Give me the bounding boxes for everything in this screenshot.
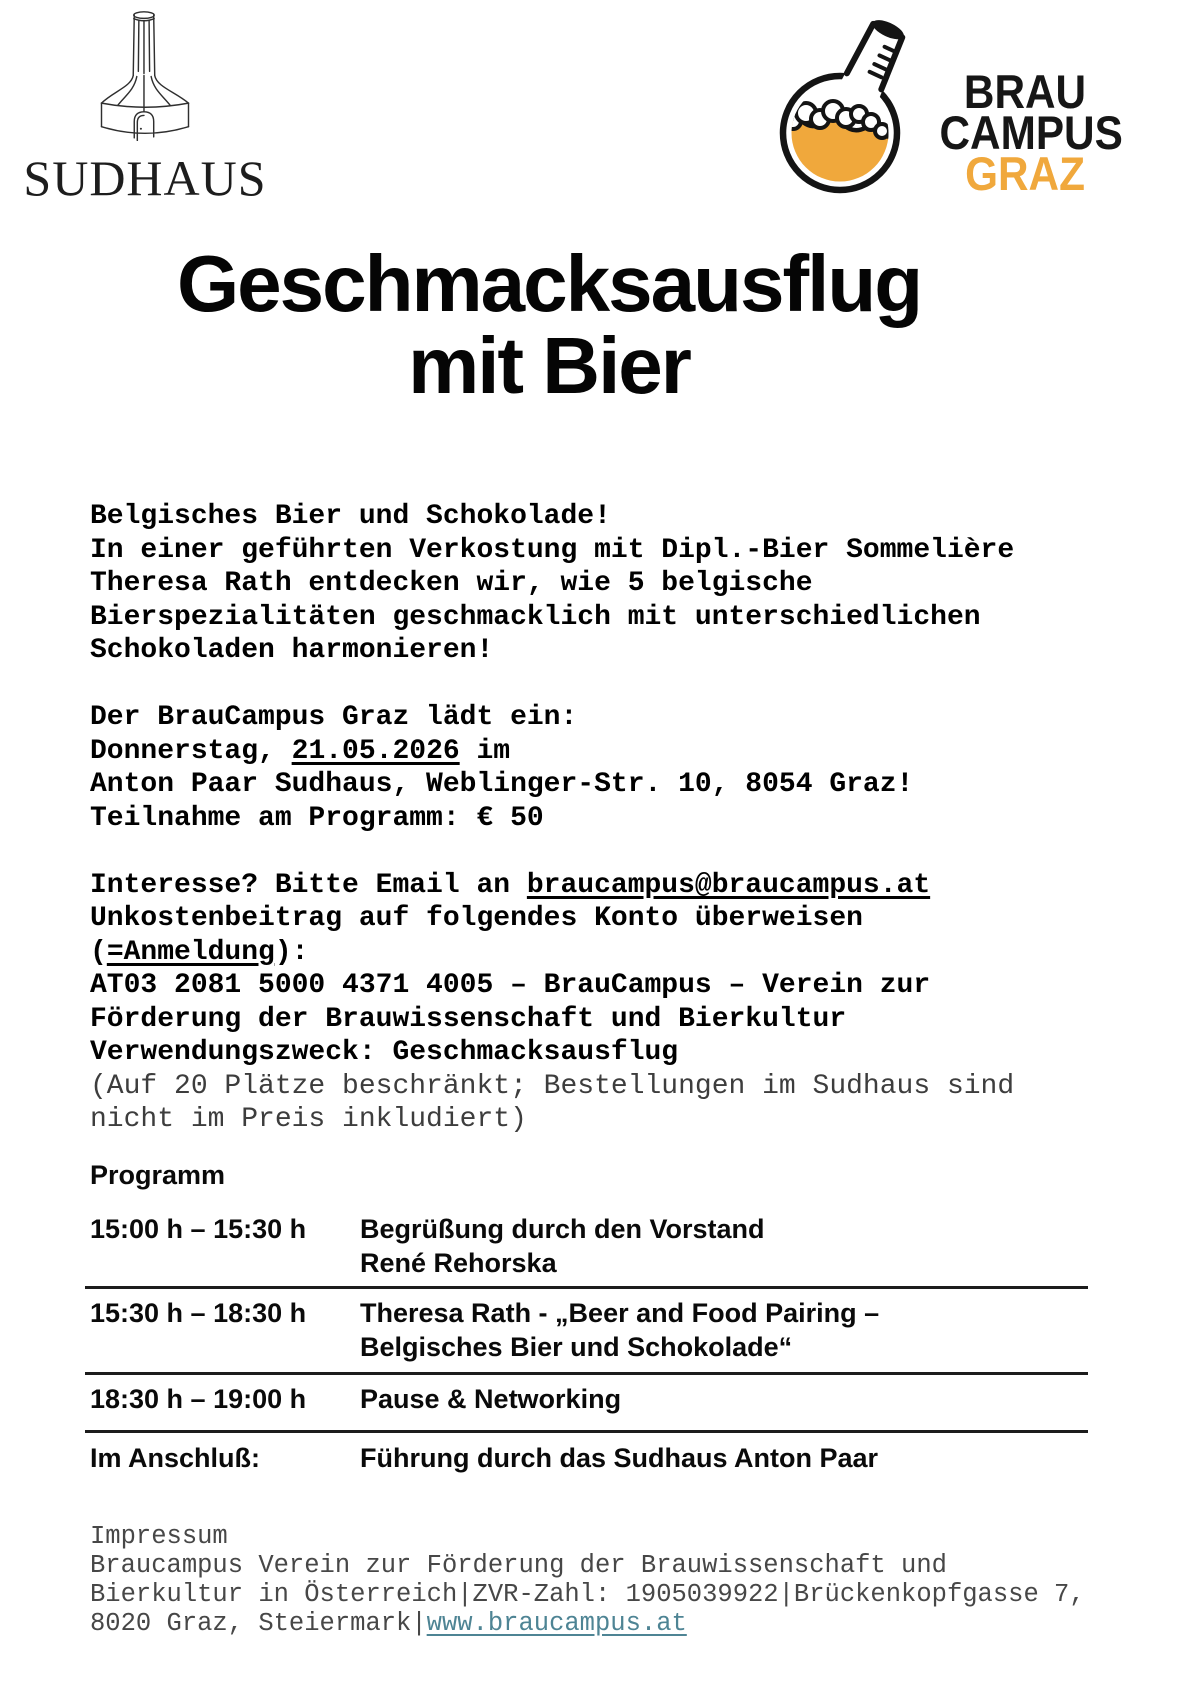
program-description: Begrüßung durch den Vorstand René Rehorska xyxy=(360,1214,765,1278)
page-title-line2: mit Bier xyxy=(408,321,690,410)
page-title-line1: Geschmacksausflug xyxy=(176,239,922,328)
page-title xyxy=(88,239,1010,410)
program-row xyxy=(85,1375,1088,1430)
registration-line: (=Anmeldung): xyxy=(90,936,309,968)
beer-flask-icon xyxy=(735,8,945,213)
braucampus-logo xyxy=(735,8,1135,218)
email-link[interactable]: braucampus@braucampus.at xyxy=(526,869,931,901)
registration-line: Unkostenbeitrag auf folgendes Konto überweisen xyxy=(90,903,863,934)
invite-line: Anton Paar Sudhaus, Weblinger-Str. 10, 8054 Graz! xyxy=(90,769,914,800)
braucampus-wordmark-line3: GRAZ xyxy=(965,147,1085,200)
intro-line: Bierspezialitäten geschmacklich mit unterschiedlichen xyxy=(90,601,981,633)
invite-line: Teilnahme am Programm: € 50 xyxy=(90,802,544,834)
program-row xyxy=(85,1289,1088,1372)
program-description: Führung durch das Sudhaus Anton Paar xyxy=(360,1443,879,1473)
impressum-line: Bierkultur in Österreich|ZVR-Zahl: 1905039922|Brückenkopfgasse 7, xyxy=(90,1580,1085,1609)
event-date: 21.05.2026 xyxy=(291,735,460,767)
program-table xyxy=(85,1212,1088,1475)
brew-kettle-icon xyxy=(100,10,190,141)
impressum-line: Braucampus Verein zur Förderung der Brauwissenschaft und xyxy=(90,1551,947,1580)
intro-line: Belgisches Bier und Schokolade! xyxy=(90,501,611,532)
sudhaus-logo xyxy=(20,10,270,207)
impressum-line: Impressum xyxy=(90,1522,228,1551)
impressum-line: 8020 Graz, Steiermark|www.braucampus.at xyxy=(90,1609,687,1638)
program-heading: Programm xyxy=(90,1160,226,1190)
availability-note: (Auf 20 Plätze beschränkt; Bestellungen im Sudhaus sind xyxy=(90,1070,1015,1102)
sudhaus-wordmark: SUDHAUS xyxy=(23,150,267,206)
registration-line: Interesse? Bitte Email an braucampus@braucampus.at xyxy=(90,869,931,901)
program-row xyxy=(85,1212,1088,1286)
braucampus-wordmark xyxy=(939,65,1123,200)
website-link[interactable]: www.braucampus.at xyxy=(426,1609,687,1638)
availability-note: nicht im Preis inkludiert) xyxy=(90,1104,527,1135)
intro-line: Theresa Rath entdecken wir, wie 5 belgische xyxy=(90,568,813,599)
intro-line: In einer geführten Verkostung mit Dipl.-Bier Sommelière xyxy=(90,534,1015,566)
registration-line: Förderung der Brauwissenschaft und Bierkultur xyxy=(90,1003,847,1035)
braucampus-wordmark-line2: CAMPUS xyxy=(939,106,1123,159)
program-time: 18:30 h – 19:00 h xyxy=(90,1384,307,1414)
invite-line: Donnerstag, 21.05.2026 im xyxy=(90,735,511,767)
program-description: Pause & Networking xyxy=(360,1384,622,1414)
registration-line: Verwendungszweck: Geschmacksausflug xyxy=(90,1037,679,1068)
program-row xyxy=(85,1433,1088,1475)
impressum xyxy=(90,1522,1100,1638)
program-time: Im Anschluß: xyxy=(90,1443,261,1473)
braucampus-wordmark-line1: BRAU xyxy=(963,65,1087,118)
intro-line: Schokoladen harmonieren! xyxy=(90,635,494,666)
invite-line: Der BrauCampus Graz lädt ein: xyxy=(90,702,578,733)
program-time: 15:00 h – 15:30 h xyxy=(90,1214,307,1244)
program-time: 15:30 h – 18:30 h xyxy=(90,1298,307,1328)
registration-line: AT03 2081 5000 4371 4005 – BrauCampus – Verein zur xyxy=(90,970,931,1001)
program-description: Theresa Rath - „Beer and Food Pairing – Belgisches Bier und Schokolade“ xyxy=(360,1298,880,1362)
body-text xyxy=(90,500,1100,1137)
